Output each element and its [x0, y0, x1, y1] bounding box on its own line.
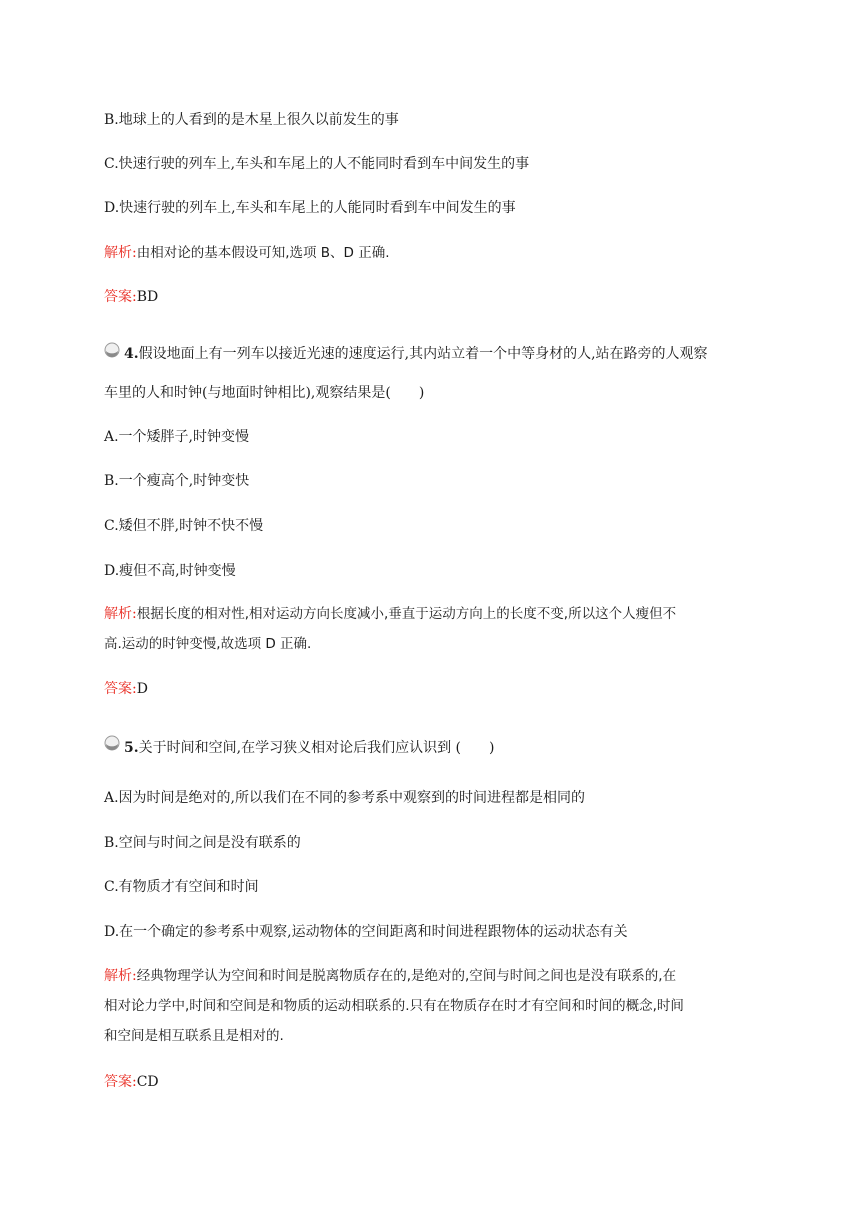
answer-value: CD: [136, 1074, 159, 1090]
answer-value: D: [136, 681, 148, 697]
answer-label: 答案: [104, 681, 132, 697]
q4-analysis-line-2: 高.运动的时钟变慢,故选项 D 正确.: [104, 636, 312, 652]
q5-analysis-line-1: 解析:经典物理学认为空间和时间是脱离物质存在的,是绝对的,空间与时间之间也是没有联系的,在: [104, 968, 677, 984]
analysis-text: 经典物理学认为空间和时间是脱离物质存在的,是绝对的,空间与时间之间也是没有联系的,在: [136, 968, 677, 984]
q3-answer: 答案:BD: [104, 289, 159, 305]
question-marker-icon: [104, 342, 120, 358]
q4-option-d: D.瘦但不高,时钟变慢: [104, 563, 236, 579]
analysis-label: 解析: [104, 245, 132, 261]
question-number: 4.: [124, 346, 139, 362]
analysis-text: 根据长度的相对性,相对运动方向长度减小,垂直于运动方向上的长度不变,所以这个人瘦但不: [136, 606, 677, 622]
answer-label: 答案: [104, 1074, 132, 1090]
analysis-label: 解析: [104, 968, 132, 984]
q5-analysis-line-3: 和空间是相互联系且是相对的.: [104, 1028, 284, 1044]
q4-option-b: B.一个瘦高个,时钟变快: [104, 473, 250, 489]
answer-label: 答案: [104, 289, 132, 305]
q5-analysis-line-2: 相对论力学中,时间和空间是和物质的运动相联系的.只有在物质存在时才有空间和时间的概念,时间: [104, 998, 684, 1014]
analysis-text: 由相对论的基本假设可知,选项 B、D 正确.: [136, 245, 390, 261]
q5-option-a: A.因为时间是绝对的,所以我们在不同的参考系中观察到的时间进程都是相同的: [104, 790, 586, 806]
q4-option-c: C.矮但不胖,时钟不快不慢: [104, 518, 264, 534]
q5-option-c: C.有物质才有空间和时间: [104, 879, 259, 895]
q4-stem-line-1: 4.假设地面上有一列车以接近光速的速度运行,其内站立着一个中等身材的人,站在路旁的人观察: [124, 346, 708, 362]
q3-analysis: 解析:由相对论的基本假设可知,选项 B、D 正确.: [104, 245, 390, 261]
q5-option-b: B.空间与时间之间是没有联系的: [104, 835, 301, 851]
q4-option-a: A.一个矮胖子,时钟变慢: [104, 429, 250, 445]
q5-stem-line-1: 5.关于时间和空间,在学习狭义相对论后我们应认识到 ( ): [124, 740, 495, 756]
q4-analysis-line-1: 解析:根据长度的相对性,相对运动方向长度减小,垂直于运动方向上的长度不变,所以这个人瘦但不: [104, 606, 677, 622]
q5-answer: 答案:CD: [104, 1074, 159, 1090]
q3-option-c: C.快速行驶的列车上,车头和车尾上的人不能同时看到车中间发生的事: [104, 156, 530, 172]
q4-answer: 答案:D: [104, 681, 148, 697]
q4-stem-line-2: 车里的人和时钟(与地面时钟相比),观察结果是( ): [104, 385, 425, 401]
q5-option-d: D.在一个确定的参考系中观察,运动物体的空间距离和时间进程跟物体的运动状态有关: [104, 924, 628, 940]
analysis-label: 解析: [104, 606, 132, 622]
question-marker-icon: [104, 735, 120, 751]
answer-value: BD: [136, 289, 159, 305]
q3-option-b: B.地球上的人看到的是木星上很久以前发生的事: [104, 112, 399, 128]
question-number: 5.: [124, 740, 139, 756]
q3-option-d: D.快速行驶的列车上,车头和车尾上的人能同时看到车中间发生的事: [104, 200, 516, 216]
